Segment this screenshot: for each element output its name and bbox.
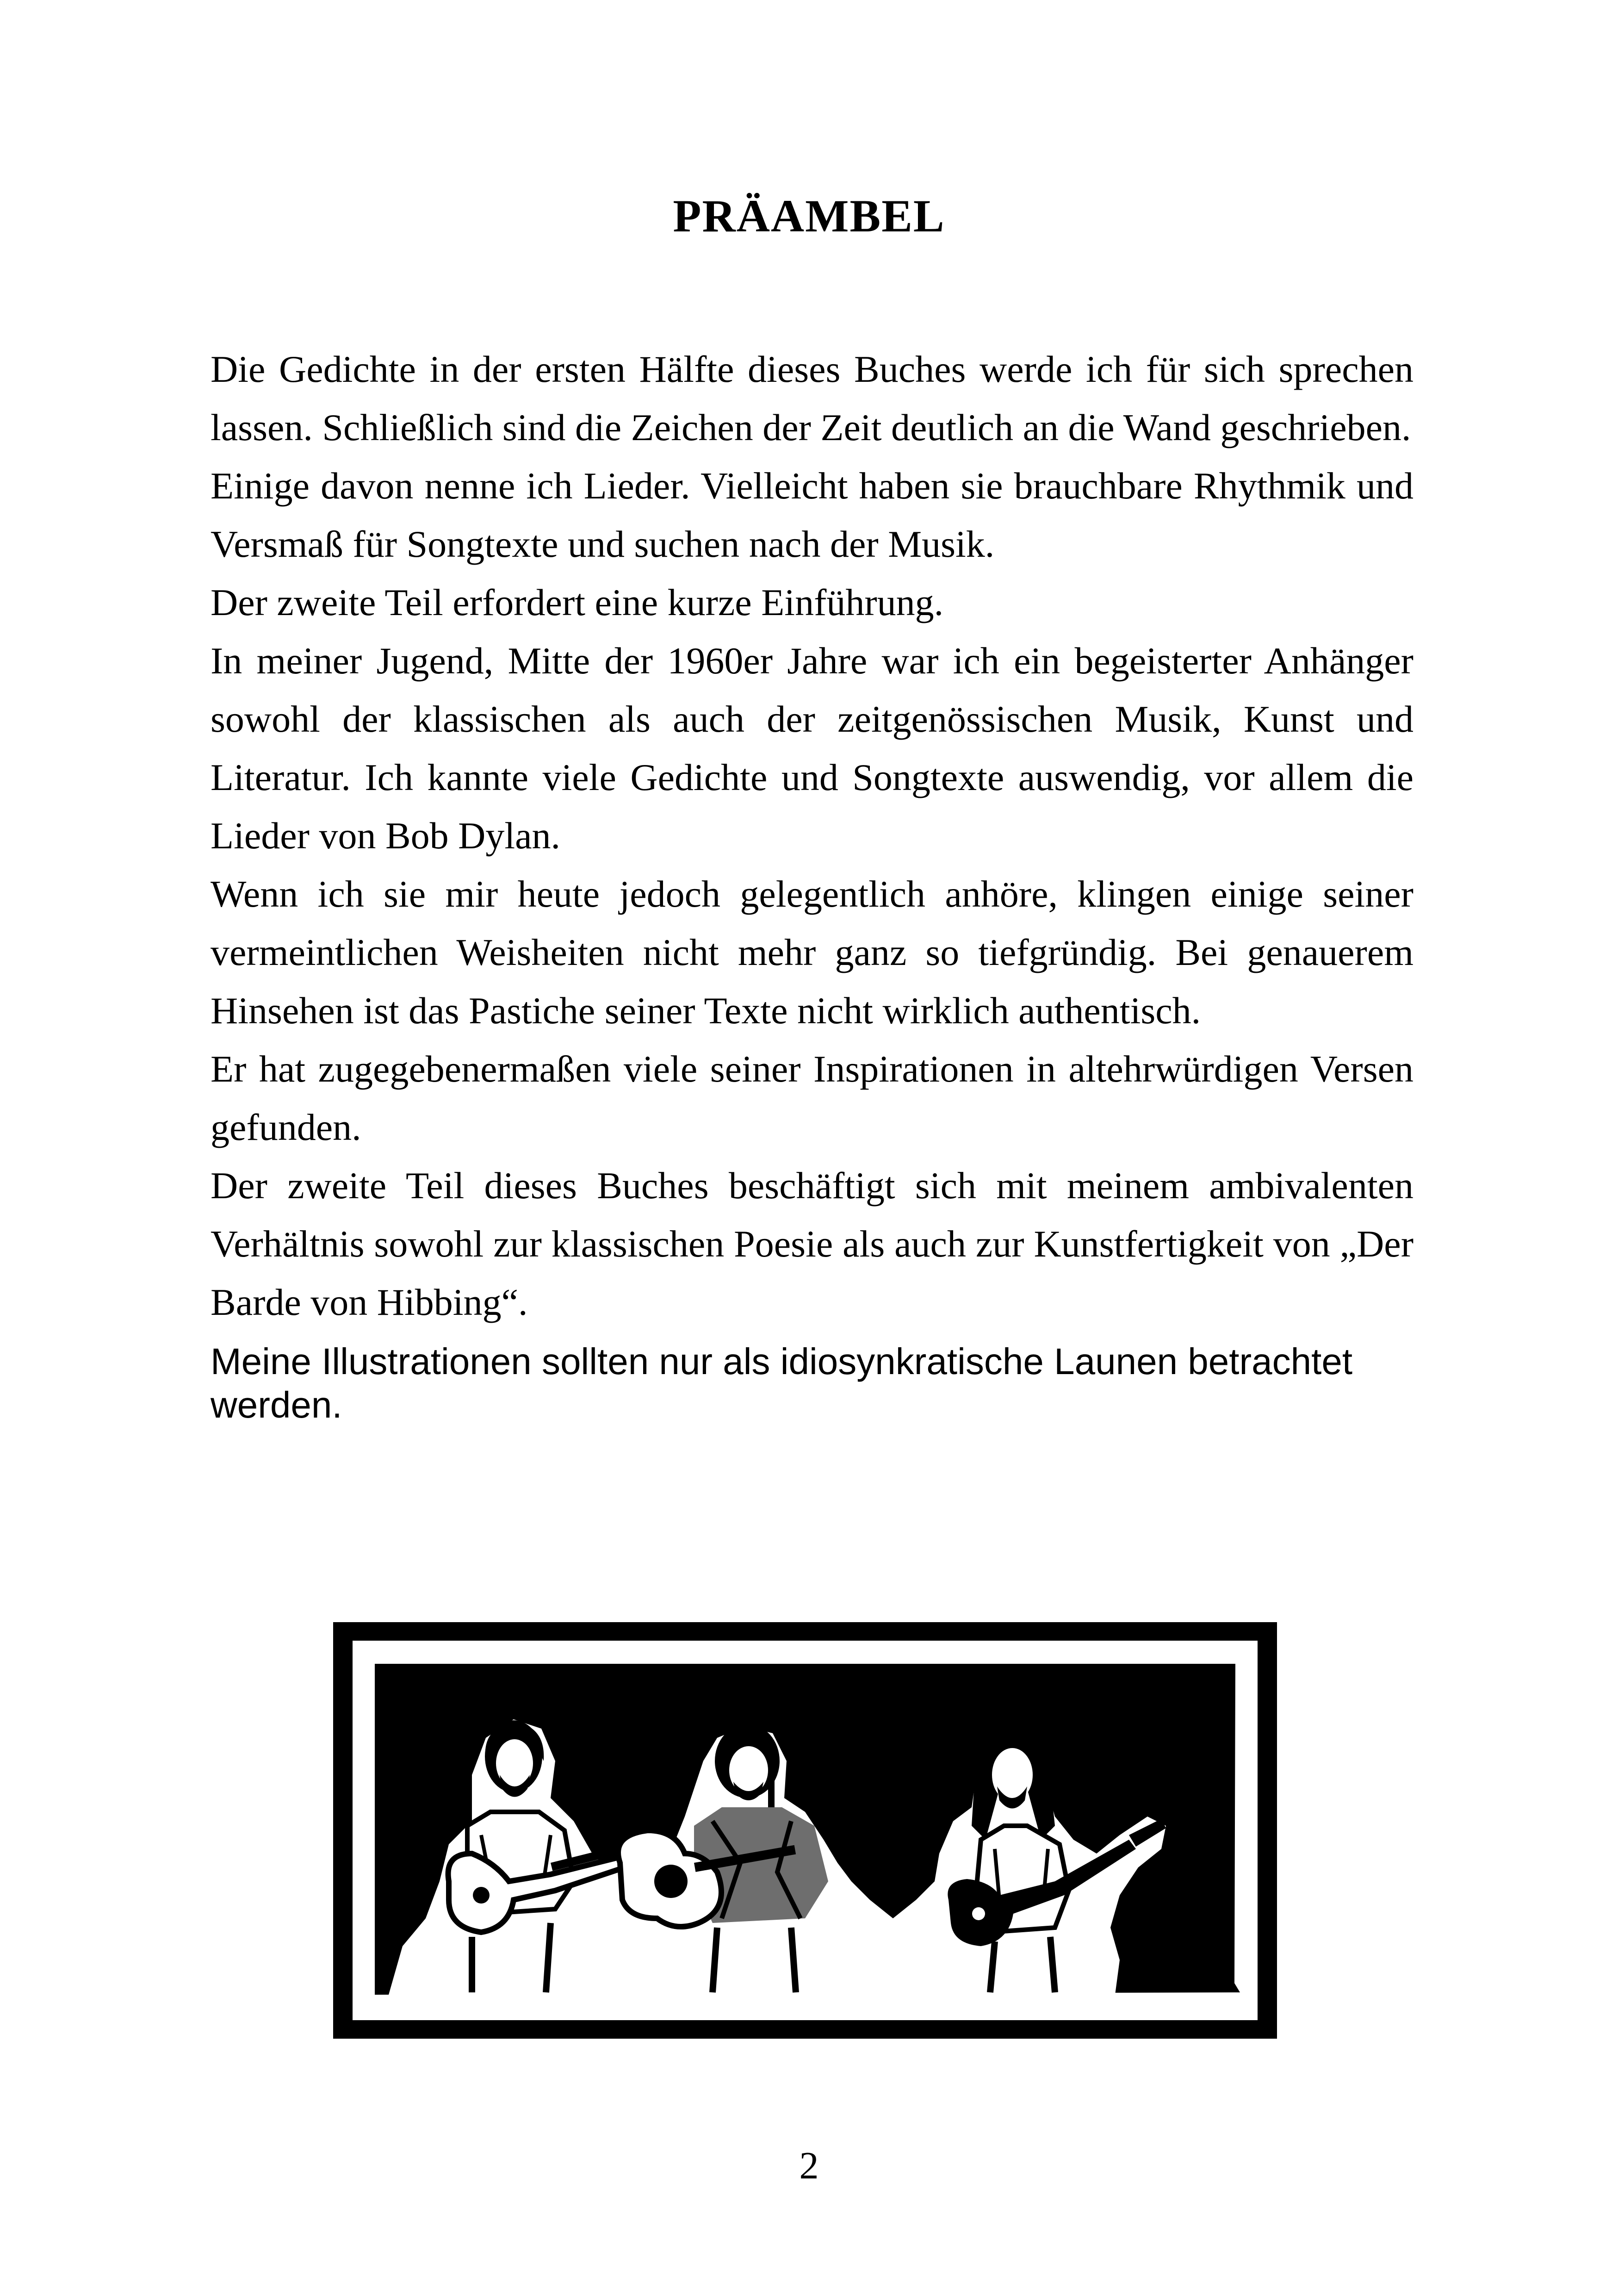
three-guitarists-woodcut-icon bbox=[333, 1622, 1277, 2039]
paragraph: Der zweite Teil dieses Buches beschäftigt sich mit meinem ambivalenten Verhältnis sowohl zur klassischen Poesie als auch zur Kunstfertigkeit von „Der Barde von Hibbing“. bbox=[211, 1164, 1413, 1323]
page-number: 2 bbox=[799, 2144, 819, 2187]
paragraph: Er hat zugegebenermaßen viele seiner Inspirationen in altehrwürdigen Versen gefunden. bbox=[211, 1048, 1413, 1148]
paragraph: Der zweite Teil erfordert eine kurze Einführung. bbox=[211, 581, 944, 623]
body-text bbox=[211, 340, 1413, 1427]
paragraph: In meiner Jugend, Mitte der 1960er Jahre war ich ein begeisterter Anhänger sowohl der klassischen als auch der zeitgenössischen Musik, Kunst und Literatur. Ich kannte viele Gedichte und Songtexte auswendig, vor allem die Lieder von Bob Dylan. bbox=[211, 640, 1413, 857]
page-title: PRÄAMBEL bbox=[673, 190, 945, 242]
paragraph: Wenn ich sie mir heute jedoch gelegentlich anhöre, klingen einige seiner vermeintlichen Weisheiten nicht mehr ganz so tiefgründig. Bei genauerem Hinsehen ist das Pastiche seiner Texte nicht wirklich authentisch. bbox=[211, 873, 1413, 1032]
paragraph: Die Gedichte in der ersten Hälfte dieses Buches werde ich für sich sprechen lassen. Schließlich sind die Zeichen der Zeit deutlich an die Wand geschrieben. bbox=[211, 348, 1413, 448]
paragraph: Einige davon nenne ich Lieder. Vielleicht haben sie brauchbare Rhythmik und Versmaß für Songtexte und suchen nach der Musik. bbox=[211, 465, 1413, 565]
paragraph: Meine Illustrationen sollten nur als idiosynkratische Launen betrachtet werden. bbox=[211, 1341, 1353, 1425]
